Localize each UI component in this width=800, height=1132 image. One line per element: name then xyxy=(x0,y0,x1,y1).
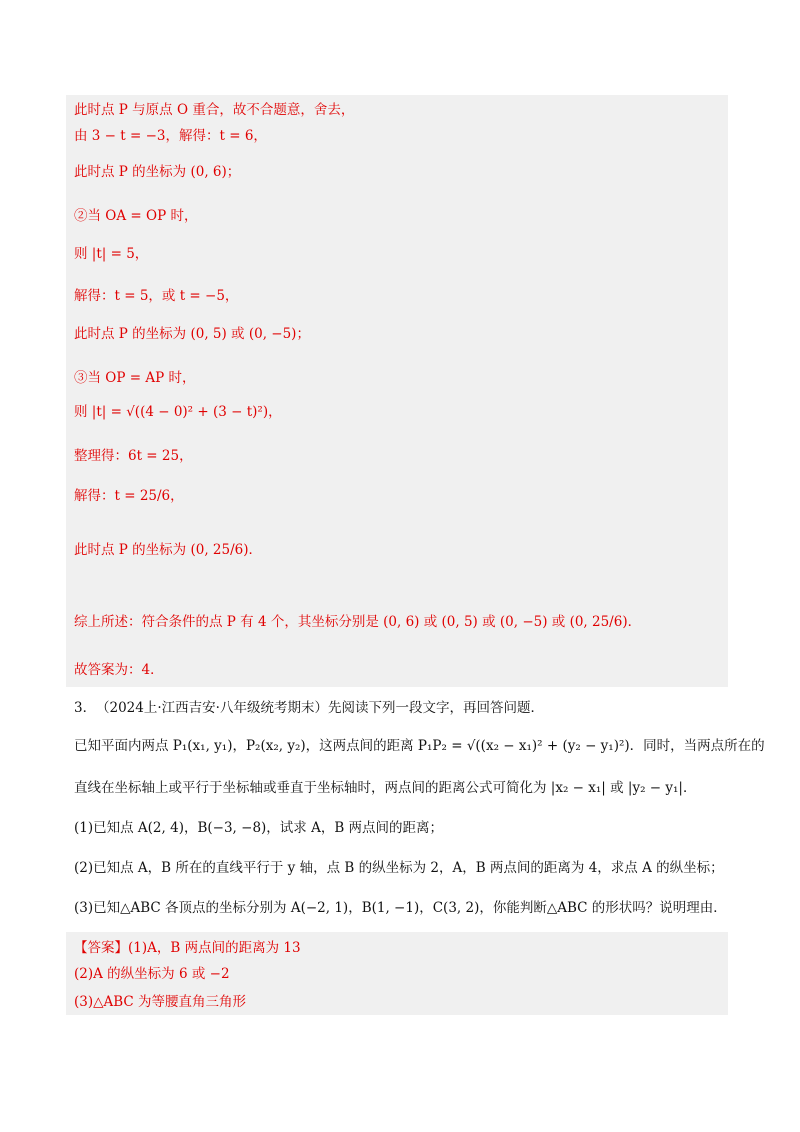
question-intro-2: 直线在坐标轴上或平行于坐标轴或垂直于坐标轴时，两点间的距离公式可简化为 |x₂ − x₁| 或 |y₂ − y₁|． xyxy=(74,780,697,796)
answer-line-3: (3)△ABC 为等腰直角三角形 xyxy=(74,994,247,1010)
answer-line-1: 【答案】(1)A，B 两点间的距离为 13 xyxy=(74,940,301,956)
solution-line: 由 3 − t = −3，解得：t = 6， xyxy=(74,128,267,144)
question-part-2: (2)已知点 A，B 所在的直线平行于 y 轴，点 B 的纵坐标为 2，A，B 两点间的距离为 4，求点 A 的纵坐标； xyxy=(74,860,724,876)
question-number: 3． xyxy=(74,700,97,716)
solution-line: ③当 OP = AP 时， xyxy=(74,370,196,386)
solution-final: 故答案为：4． xyxy=(74,662,164,678)
solution-line: 此时点 P 的坐标为 (0, 6)； xyxy=(74,164,241,180)
answer-line-2: (2)A 的纵坐标为 6 或 −2 xyxy=(74,966,230,982)
solution-line: 解得：t = 5，或 t = −5， xyxy=(74,288,239,304)
question-source: （2024上·江西吉安·八年级统考期末）先阅读下列一段文字，再回答问题． xyxy=(96,700,544,716)
solution-line: 此时点 P 与原点 O 重合，故不合题意，舍去， xyxy=(74,102,355,118)
solution-line: 则 |t| = 5， xyxy=(74,246,149,262)
solution-box xyxy=(66,95,728,687)
solution-line: 此时点 P 的坐标为 (0, 25/6)． xyxy=(74,542,262,558)
question-part-3: (3)已知△ABC 各顶点的坐标分别为 A(−2, 1)，B(1, −1)，C(3, 2)，你能判断△ABC 的形状吗？说明理由． xyxy=(74,900,727,916)
solution-line: 整理得：6t = 25， xyxy=(74,448,193,464)
solution-summary: 综上所述：符合条件的点 P 有 4 个，其坐标分别是 (0, 6) 或 (0, 5) 或 (0, −5) 或 (0, 25/6)． xyxy=(74,614,642,630)
question-intro-1: 已知平面内两点 P₁(x₁, y₁)，P₂(x₂, y₂)，这两点间的距离 P₁P₂ = √((x₂ − x₁)² + (y₂ − y₁)²)．同时，当两点所在的 xyxy=(74,738,765,754)
question-part-1: (1)已知点 A(2, 4)，B(−3, −8)，试求 A，B 两点间的距离； xyxy=(74,820,444,836)
solution-line: 则 |t| = √((4 − 0)² + (3 − t)²)， xyxy=(74,404,282,420)
solution-line: ②当 OA = OP 时， xyxy=(74,208,198,224)
solution-line: 解得：t = 25/6， xyxy=(74,488,184,504)
solution-line: 此时点 P 的坐标为 (0, 5) 或 (0, −5)； xyxy=(74,326,310,342)
